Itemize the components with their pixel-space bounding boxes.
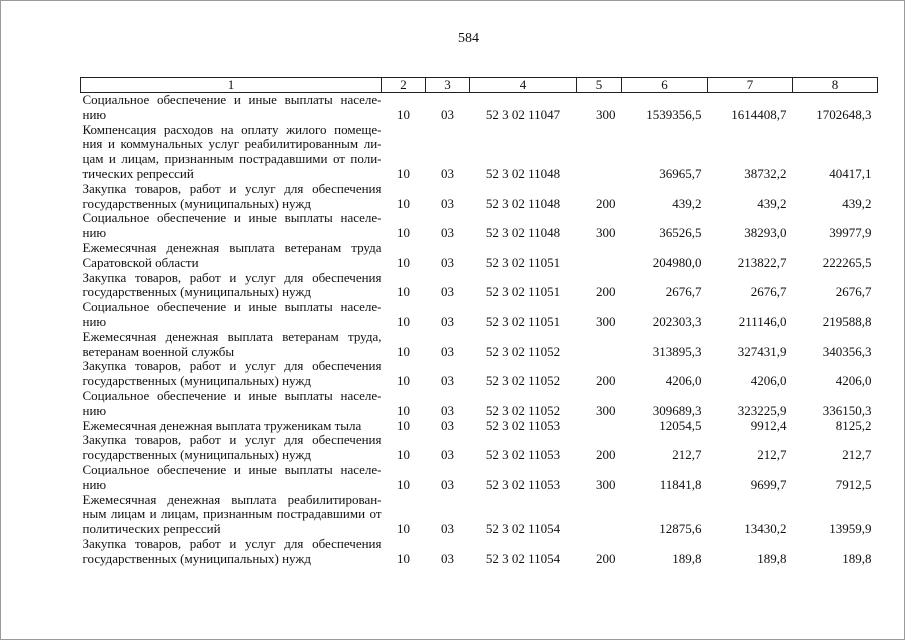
amount-year-3: 340356,3 bbox=[822, 343, 872, 359]
amount-year-2: 439,2 bbox=[757, 195, 787, 211]
table-row bbox=[81, 537, 878, 567]
description-line: Социальное обеспечение и иные выплаты населе- bbox=[82, 387, 382, 403]
row-description bbox=[81, 389, 382, 419]
expense-type-code: 200 bbox=[596, 373, 616, 389]
expense-type-code bbox=[577, 123, 622, 182]
table-row bbox=[81, 123, 878, 182]
description-line: нию bbox=[82, 402, 107, 418]
table-row bbox=[81, 93, 878, 123]
subsection-code: 03 bbox=[441, 402, 454, 418]
header-cell: 5 bbox=[577, 78, 622, 93]
expense-type-code: 300 bbox=[596, 313, 616, 329]
row-description bbox=[81, 330, 382, 360]
row-description bbox=[81, 537, 382, 567]
description-line: Ежемесячная денежная выплата реабилитирован- bbox=[82, 491, 382, 507]
expense-type-code: 200 bbox=[596, 447, 616, 463]
amount-year-1: 439,2 bbox=[672, 195, 702, 211]
description-line: Социальное обеспечение и иные выплаты населе- bbox=[82, 210, 382, 226]
description-line: Ежемесячная денежная выплата ветеранам труда, bbox=[82, 328, 382, 344]
header-cell: 7 bbox=[708, 78, 793, 93]
table-row bbox=[81, 182, 878, 212]
description-line: государственных (муниципальных) нужд bbox=[82, 447, 311, 463]
target-article-code: 52 3 02 11052 bbox=[485, 373, 561, 389]
subsection-code: 03 bbox=[441, 447, 454, 463]
table-row bbox=[81, 211, 878, 241]
table-row bbox=[81, 300, 878, 330]
amount-year-1: 202303,3 bbox=[652, 313, 702, 329]
description-line: Социальное обеспечение и иные выплаты населе- bbox=[82, 92, 382, 107]
amount-year-1: 12054,5 bbox=[659, 417, 702, 433]
expense-type-code: 200 bbox=[596, 284, 616, 300]
section-code: 10 bbox=[397, 254, 410, 270]
amount-year-3: 4206,0 bbox=[835, 373, 872, 389]
amount-year-3: 222265,5 bbox=[822, 254, 872, 270]
subsection-code: 03 bbox=[441, 417, 454, 433]
description-line: Компенсация расходов на оплату жилого помеще- bbox=[82, 121, 382, 137]
target-article-code: 52 3 02 11053 bbox=[485, 447, 561, 463]
section-code: 10 bbox=[397, 402, 410, 418]
subsection-code: 03 bbox=[441, 225, 454, 241]
target-article-code: 52 3 02 11054 bbox=[485, 521, 561, 537]
target-article-code: 52 3 02 11053 bbox=[485, 476, 561, 492]
amount-year-2: 212,7 bbox=[757, 447, 787, 463]
section-code: 10 bbox=[397, 550, 410, 566]
section-code: 10 bbox=[397, 165, 410, 181]
amount-year-2: 1614408,7 bbox=[731, 106, 787, 122]
row-description bbox=[81, 182, 382, 212]
table-row bbox=[81, 433, 878, 463]
section-code: 10 bbox=[397, 225, 410, 241]
section-code: 10 bbox=[397, 106, 410, 122]
description-line: ным лицам и лицам, признанным пострадавшими от bbox=[82, 506, 382, 522]
amount-year-2: 9912,4 bbox=[750, 417, 787, 433]
amount-year-3: 212,7 bbox=[842, 447, 872, 463]
amount-year-1: 12875,6 bbox=[659, 521, 702, 537]
expense-type-code: 300 bbox=[596, 106, 616, 122]
row-description bbox=[81, 211, 382, 241]
description-line: Закупка товаров, работ и услуг для обеспечения bbox=[82, 358, 382, 374]
amount-year-1: 2676,7 bbox=[665, 284, 702, 300]
amount-year-2: 9699,7 bbox=[750, 476, 787, 492]
subsection-code: 03 bbox=[441, 106, 454, 122]
description-line: нию bbox=[82, 313, 107, 329]
target-article-code: 52 3 02 11051 bbox=[485, 313, 561, 329]
table-row bbox=[81, 419, 878, 434]
amount-year-2: 327431,9 bbox=[737, 343, 787, 359]
row-description bbox=[81, 463, 382, 493]
target-article-code: 52 3 02 11051 bbox=[485, 284, 561, 300]
amount-year-3: 189,8 bbox=[842, 550, 872, 566]
target-article-code: 52 3 02 11048 bbox=[485, 225, 561, 241]
expense-type-code bbox=[577, 241, 622, 271]
row-description bbox=[81, 419, 382, 434]
section-code: 10 bbox=[397, 373, 410, 389]
expense-type-code: 300 bbox=[596, 402, 616, 418]
amount-year-3: 439,2 bbox=[842, 195, 872, 211]
description-line: Закупка товаров, работ и услуг для обеспечения bbox=[82, 535, 382, 551]
amount-year-2: 189,8 bbox=[757, 550, 787, 566]
target-article-code: 52 3 02 11051 bbox=[485, 254, 561, 270]
description-line: государственных (муниципальных) нужд bbox=[82, 195, 311, 211]
section-code: 10 bbox=[397, 313, 410, 329]
subsection-code: 03 bbox=[441, 284, 454, 300]
description-line: нию bbox=[82, 106, 107, 122]
description-line: политических репрессий bbox=[82, 521, 221, 537]
subsection-code: 03 bbox=[441, 521, 454, 537]
amount-year-2: 38732,2 bbox=[744, 165, 787, 181]
description-line: Ежемесячная денежная выплата ветеранам труда bbox=[82, 239, 382, 255]
amount-year-1: 212,7 bbox=[672, 447, 702, 463]
budget-table bbox=[80, 77, 878, 567]
amount-year-2: 4206,0 bbox=[750, 373, 787, 389]
header-cell: 3 bbox=[426, 78, 470, 93]
description-line: государственных (муниципальных) нужд bbox=[82, 373, 311, 389]
table-row bbox=[81, 359, 878, 389]
row-description bbox=[81, 493, 382, 537]
subsection-code: 03 bbox=[441, 476, 454, 492]
expense-type-code: 300 bbox=[596, 225, 616, 241]
subsection-code: 03 bbox=[441, 373, 454, 389]
row-description bbox=[81, 300, 382, 330]
table-row bbox=[81, 241, 878, 271]
amount-year-2: 211146,0 bbox=[738, 313, 787, 329]
header-cell: 4 bbox=[470, 78, 577, 93]
description-line: Социальное обеспечение и иные выплаты населе- bbox=[82, 461, 382, 477]
amount-year-2: 2676,7 bbox=[750, 284, 787, 300]
expense-type-code: 200 bbox=[596, 195, 616, 211]
section-code: 10 bbox=[397, 521, 410, 537]
amount-year-2: 38293,0 bbox=[744, 225, 787, 241]
section-code: 10 bbox=[397, 284, 410, 300]
amount-year-3: 13959,9 bbox=[829, 521, 872, 537]
amount-year-1: 36526,5 bbox=[659, 225, 702, 241]
description-line: Закупка товаров, работ и услуг для обеспечения bbox=[82, 269, 382, 285]
table-row bbox=[81, 493, 878, 537]
amount-year-2: 213822,7 bbox=[737, 254, 787, 270]
table-row bbox=[81, 330, 878, 360]
header-row bbox=[81, 78, 878, 93]
target-article-code: 52 3 02 11054 bbox=[485, 550, 561, 566]
row-description bbox=[81, 93, 382, 123]
subsection-code: 03 bbox=[441, 165, 454, 181]
description-line: Саратовской области bbox=[82, 254, 199, 270]
amount-year-1: 189,8 bbox=[672, 550, 702, 566]
target-article-code: 52 3 02 11052 bbox=[485, 343, 561, 359]
header-cell: 2 bbox=[382, 78, 426, 93]
expense-type-code bbox=[577, 330, 622, 360]
description-line: нию bbox=[82, 476, 107, 492]
amount-year-1: 4206,0 bbox=[665, 373, 702, 389]
subsection-code: 03 bbox=[441, 343, 454, 359]
amount-year-2: 13430,2 bbox=[744, 521, 787, 537]
description-line: нию bbox=[82, 225, 107, 241]
amount-year-1: 36965,7 bbox=[659, 165, 702, 181]
row-description bbox=[81, 359, 382, 389]
amount-year-3: 1702648,3 bbox=[816, 106, 872, 122]
header-cell: 6 bbox=[622, 78, 708, 93]
table-row bbox=[81, 271, 878, 301]
subsection-code: 03 bbox=[441, 254, 454, 270]
description-line: ветеранам военной службы bbox=[82, 343, 235, 359]
section-code: 10 bbox=[397, 476, 410, 492]
table-row bbox=[81, 463, 878, 493]
amount-year-1: 313895,3 bbox=[652, 343, 702, 359]
row-description bbox=[81, 241, 382, 271]
subsection-code: 03 bbox=[441, 550, 454, 566]
row-description bbox=[81, 123, 382, 182]
subsection-code: 03 bbox=[441, 313, 454, 329]
expense-type-code: 200 bbox=[596, 550, 616, 566]
expense-type-code bbox=[577, 419, 622, 434]
row-description bbox=[81, 271, 382, 301]
amount-year-3: 7912,5 bbox=[835, 476, 872, 492]
description-line: Социальное обеспечение и иные выплаты населе- bbox=[82, 299, 382, 315]
amount-year-3: 219588,8 bbox=[822, 313, 872, 329]
header-cell: 1 bbox=[81, 78, 382, 93]
subsection-code: 03 bbox=[441, 195, 454, 211]
table-row bbox=[81, 389, 878, 419]
header-cell: 8 bbox=[793, 78, 878, 93]
description-line: Закупка товаров, работ и услуг для обеспечения bbox=[82, 180, 382, 196]
section-code: 10 bbox=[397, 343, 410, 359]
amount-year-1: 1539356,5 bbox=[646, 106, 702, 122]
amount-year-2: 323225,9 bbox=[737, 402, 787, 418]
amount-year-3: 2676,7 bbox=[835, 284, 872, 300]
expense-type-code bbox=[577, 493, 622, 537]
section-code: 10 bbox=[397, 417, 410, 433]
target-article-code: 52 3 02 11052 bbox=[485, 402, 561, 418]
amount-year-3: 40417,1 bbox=[829, 165, 872, 181]
section-code: 10 bbox=[397, 195, 410, 211]
page-number: 584 bbox=[458, 31, 479, 46]
description-line: государственных (муниципальных) нужд bbox=[82, 550, 311, 566]
section-code: 10 bbox=[397, 447, 410, 463]
row-description bbox=[81, 433, 382, 463]
amount-year-3: 336150,3 bbox=[822, 402, 872, 418]
description-line: Закупка товаров, работ и услуг для обеспечения bbox=[82, 432, 382, 448]
description-line: Ежемесячная денежная выплата труженикам тыла bbox=[82, 417, 362, 433]
description-line: государственных (муниципальных) нужд bbox=[82, 284, 311, 300]
description-line: цам и лицам, признанным пострадавшими от поли- bbox=[82, 151, 382, 167]
amount-year-1: 309689,3 bbox=[652, 402, 702, 418]
amount-year-1: 11841,8 bbox=[659, 476, 702, 492]
amount-year-3: 8125,2 bbox=[835, 417, 872, 433]
target-article-code: 52 3 02 11047 bbox=[485, 106, 561, 122]
expense-type-code: 300 bbox=[596, 476, 616, 492]
target-article-code: 52 3 02 11053 bbox=[485, 417, 561, 433]
description-line: ния и коммунальных услуг реабилитированным ли- bbox=[82, 136, 382, 152]
target-article-code: 52 3 02 11048 bbox=[485, 195, 561, 211]
description-line: тических репрессий bbox=[82, 165, 194, 181]
amount-year-3: 39977,9 bbox=[829, 225, 872, 241]
target-article-code: 52 3 02 11048 bbox=[485, 165, 561, 181]
amount-year-1: 204980,0 bbox=[652, 254, 702, 270]
